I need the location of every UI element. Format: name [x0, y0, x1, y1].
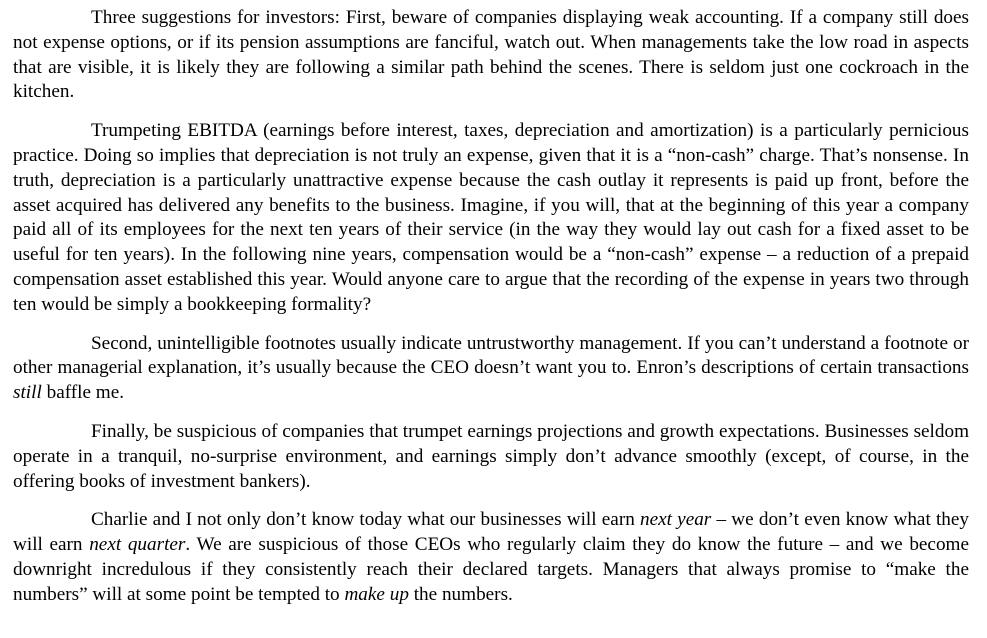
emphasis-text: still	[13, 382, 42, 404]
paragraph-projections	[13, 420, 969, 494]
paragraph-text: – we don’t even know what they will earn	[13, 509, 970, 556]
emphasis-text: next year	[640, 509, 712, 531]
paragraph-text: baffle me.	[41, 382, 125, 404]
paragraph-text: the numbers.	[408, 583, 513, 605]
paragraph-text: Finally, be suspicious of companies that trumpet earnings projections and growth expectations. Businesses seldom operate in a tranquil, no-surprise environment, and earnings simply don’t advance smoothly (except, of course, in the offering books of investment bankers).	[13, 420, 969, 492]
paragraph-text: . We are suspicious of those CEOs who regularly claim they do know the future – and we become downright incredulous if they consistently reach their declared targets. Managers that always promise to “make the numbers” will at some point be tempted to	[13, 534, 969, 605]
paragraph-footnotes	[13, 332, 969, 406]
paragraph-text: Charlie and I not only don’t know today what our businesses will earn	[91, 509, 641, 531]
paragraph-text: Trumpeting EBITDA (earnings before interest, taxes, depreciation and amortization) is a particularly pernicious practice. Doing so implies that depreciation is not truly an expense, given that it is a “non-cash” charge. That’s nonsense. In truth, depreciation is a particularly unattractive expense because the cash outlay it represents is paid up front, before the asset acquired has delivered any benefits to the business. Imagine, if you will, that at the beginning of this year a company paid all of its employees for the next ten years of their service (in the way they would lay out cash for a fixed asset to be useful for ten years). In the following nine years, compensation would be a “non-cash” expense – a reduction of a prepaid compensation asset established this year. Would anyone care to argue that the recording of the expense in years two through ten would be simply a bookkeeping formality?	[13, 120, 969, 315]
paragraph-suggestions	[13, 6, 969, 105]
emphasis-text: make up	[344, 583, 409, 605]
paragraph-text: Three suggestions for investors: First, beware of companies displaying weak accounting. If a company still does not expense options, or if its pension assumptions are fanciful, watch out. When managements take the low road in aspects that are visible, it is likely they are following a similar path behind the scenes. There is seldom just one cockroach in the kitchen.	[13, 7, 969, 103]
paragraph-ebitda	[13, 119, 969, 317]
paragraph-text: Second, unintelligible footnotes usually indicate untrustworthy management. If you can’t understand a footnote or other managerial explanation, it’s usually because the CEO doesn’t want you to. Enron’s descriptions of certain transactions	[13, 332, 969, 379]
emphasis-text: next quarter	[89, 534, 186, 556]
paragraph-charlie	[13, 508, 969, 607]
